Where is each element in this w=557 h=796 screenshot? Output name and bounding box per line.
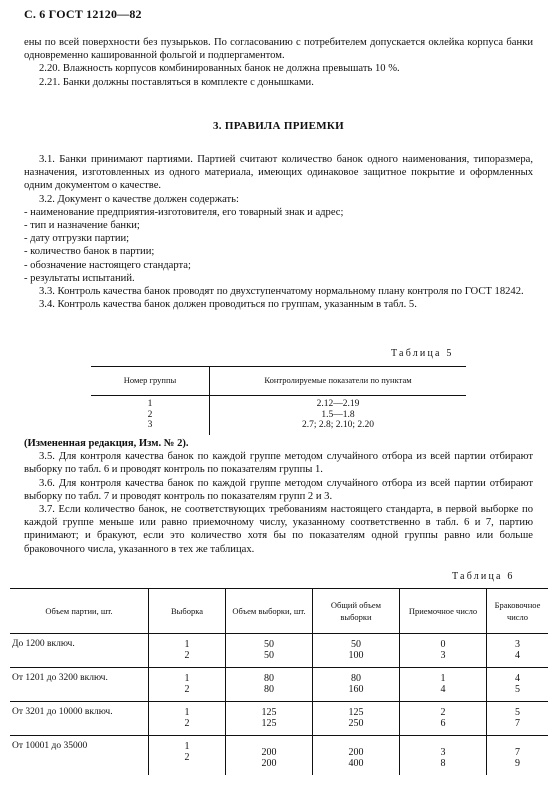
sample-cell: 1 2 — [149, 736, 226, 776]
table-6-header-sample: Выборка — [149, 589, 226, 634]
section-3-continued — [24, 437, 533, 556]
intro-paragraph: ены по всей поверхности без пузырьков. По согласованию с потребителем допускается оклейка корпуса банки одновременно кашированной фольгой и подпергаментом. — [24, 37, 533, 62]
table-row — [10, 668, 548, 702]
size-cell: 50 50 — [226, 634, 313, 668]
clause-3-7: 3.7. Если количество банок, не соответствующих требованиям настоящего стандарта, в первой выборке по каждой группе меньше или равно приемочному числу, указанному соответственно в табл. 6 и 7, партию принимают; и бракуют, если это количество хотя бы по показателям одной группы равно или больше браковочного числа, указанного в тех же таблицах. — [24, 504, 533, 555]
section-3-block — [24, 153, 533, 311]
table-6-header-lot: Объем партии, шт. — [10, 589, 149, 634]
lot-cell: До 1200 включ. — [10, 634, 149, 668]
table-5-group-cell: 1 — [91, 396, 210, 410]
accept-cell: 3 8 — [400, 736, 487, 776]
table-row — [91, 420, 466, 435]
table-6-header-reject: Браковочное число — [487, 589, 549, 634]
table-5-caption: Таблица 5 — [391, 348, 454, 359]
table-5-group-cell: 2 — [91, 410, 210, 421]
section-title: 3. ПРАВИЛА ПРИЕМКИ — [212, 120, 345, 132]
table-row — [10, 736, 548, 776]
total-cell: 200 400 — [313, 736, 400, 776]
table-row — [10, 634, 548, 668]
table-6-caption: Таблица 6 — [452, 571, 515, 582]
table-row — [91, 410, 466, 421]
table-5-header-group: Номер группы — [91, 367, 210, 396]
clause-3-2: 3.2. Документ о качестве должен содержать: — [39, 193, 239, 205]
clause-3-3: 3.3. Контроль качества банок проводят по двухступенчатому нормальному плану контроля по ГОСТ 18242. — [39, 286, 524, 298]
table-5-points-cell: 2.7; 2.8; 2.10; 2.20 — [301, 420, 375, 430]
size-cell: 125 125 — [226, 702, 313, 736]
edition-note: (Измененная редакция, Изм. № 2). — [24, 438, 189, 449]
sample-cell: 1 2 — [149, 668, 226, 702]
clause-3-1: 3.1. Банки принимают партиями. Партией считают количество банок одного наименования, типоразмера, назначения, изготовленных из одного материала, имеющих одинаковое защитное покрытие и оформленных одним документом о качестве. — [24, 154, 533, 192]
table-6-header-accept: Приемочное число — [400, 589, 487, 634]
list-item: - тип и назначение банки; — [24, 220, 140, 232]
list-item: - наименование предприятия-изготовителя, его товарный знак и адрес; — [24, 206, 344, 218]
reject-cell: 5 7 — [515, 707, 520, 729]
clause-3-5: 3.5. Для контроля качества банок по каждой группе методом случайного отбора из всей партии отбирают выборку по табл. 6 и проводят контроль по показателям группы 1. — [24, 451, 533, 476]
clause-3-6: 3.6. Для контроля качества банок по каждой группе методом случайного отбора из всей партии отбирают выборку по табл. 7 и проводят контроль по показателям групп 2 и 3. — [24, 477, 533, 502]
clause-2-20: 2.20. Влажность корпусов комбинированных банок не должна превышать 10 %. — [39, 63, 400, 75]
table-5-points-cell: 1.5—1.8 — [321, 409, 355, 420]
table-5-header-points: Контролируемые показатели по пунктам — [210, 367, 467, 396]
list-item: - обозначение настоящего стандарта; — [24, 259, 191, 271]
page-header: С. 6 ГОСТ 12120—82 — [24, 7, 142, 21]
lot-cell: От 3201 до 10000 включ. — [10, 702, 149, 736]
table-6-header-total: Общий объем выборки — [313, 589, 400, 634]
reject-cell: 3 4 — [515, 639, 520, 661]
sample-cell: 1 2 — [149, 634, 226, 668]
accept-cell: 2 6 — [400, 702, 487, 736]
list-item: - количество банок в партии; — [24, 246, 155, 258]
reject-cell: 4 5 — [515, 673, 520, 695]
table-5-points-cell: 2.12—2.19 — [316, 399, 360, 409]
total-cell: 50 100 — [313, 634, 400, 668]
reject-cell: 7 9 — [515, 747, 520, 769]
sample-cell: 1 2 — [149, 702, 226, 736]
list-item: - дату отгрузки партии; — [24, 233, 130, 245]
lot-cell: От 10001 до 35000 — [10, 736, 149, 776]
clause-2-21: 2.21. Банки должны поставляться в комплекте с донышками. — [39, 76, 314, 88]
total-cell: 80 160 — [313, 668, 400, 702]
table-6-header-size: Объем выборки, шт. — [226, 589, 313, 634]
clause-3-4: 3.4. Контроль качества банок должен проводиться по группам, указанным в табл. 5. — [39, 299, 417, 311]
table-6 — [10, 588, 548, 775]
table-5 — [91, 366, 466, 435]
table-row — [91, 396, 466, 410]
accept-cell: 1 4 — [400, 668, 487, 702]
table-5-group-cell: 3 — [91, 420, 210, 435]
lot-cell: От 1201 до 3200 включ. — [10, 668, 149, 702]
size-cell: 80 80 — [226, 668, 313, 702]
table-row — [10, 702, 548, 736]
size-cell: 200 200 — [226, 736, 313, 776]
total-cell: 125 250 — [313, 702, 400, 736]
accept-cell: 0 3 — [400, 634, 487, 668]
intro-block — [24, 36, 533, 89]
list-item: - результаты испытаний. — [24, 272, 135, 284]
